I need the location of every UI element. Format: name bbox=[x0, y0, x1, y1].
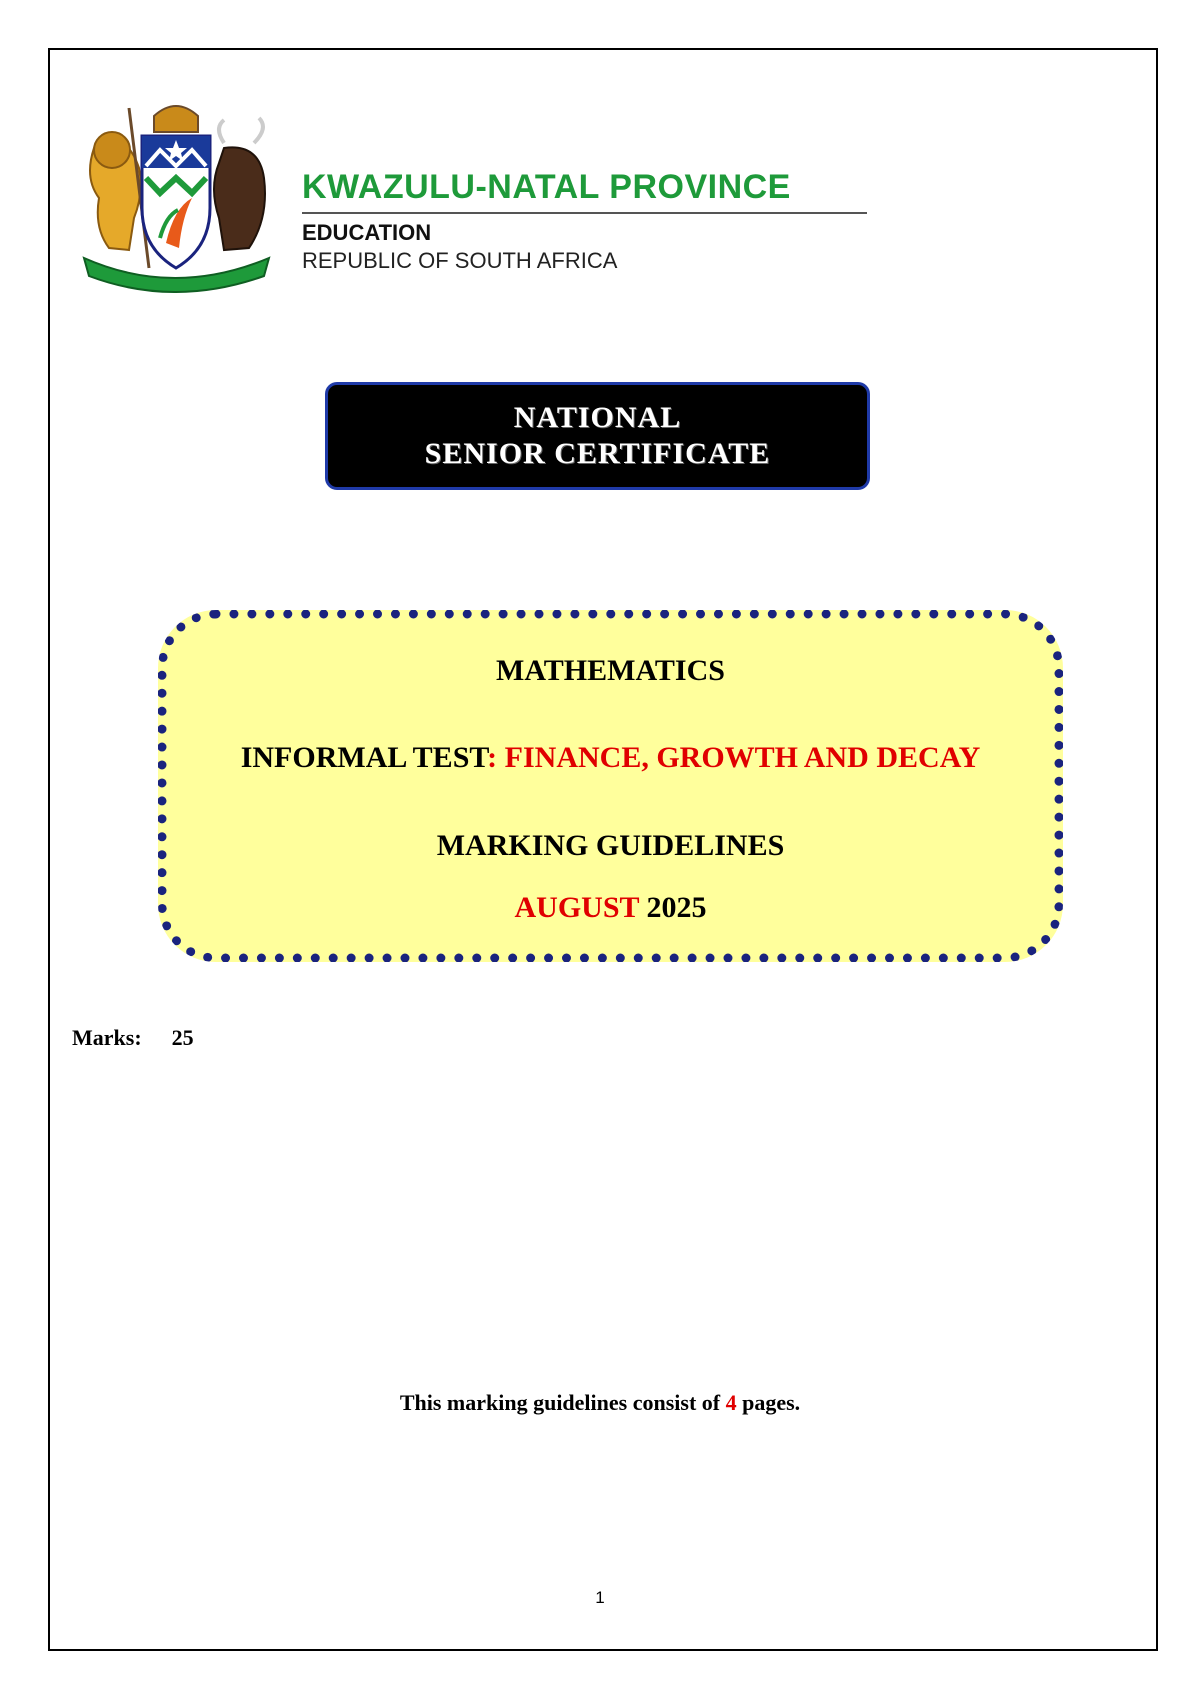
department-name: EDUCATION bbox=[302, 220, 432, 245]
page-number: 1 bbox=[595, 1588, 605, 1607]
document-type: MARKING GUIDELINES bbox=[436, 829, 785, 862]
page-count-value: 4 bbox=[725, 1390, 737, 1415]
test-label: INFORMAL TEST bbox=[240, 741, 488, 774]
exam-date bbox=[167, 891, 1054, 925]
header-divider bbox=[302, 212, 867, 214]
page-count-prefix: This marking guidelines consist of bbox=[399, 1390, 721, 1415]
page-count-note bbox=[0, 1390, 1200, 1416]
coat-of-arms-icon bbox=[74, 98, 279, 293]
marks-label: Marks: bbox=[72, 1025, 142, 1050]
page-count-suffix: pages. bbox=[742, 1390, 801, 1415]
test-title bbox=[167, 741, 1054, 775]
test-topic: : FINANCE, GROWTH AND DECAY bbox=[487, 741, 981, 774]
province-name: KWAZULU-NATAL PROVINCE bbox=[302, 168, 791, 206]
marks-line bbox=[72, 1025, 194, 1051]
country-name: REPUBLIC OF SOUTH AFRICA bbox=[302, 248, 618, 273]
subject-title: MATHEMATICS bbox=[496, 654, 725, 687]
exam-year: 2025 bbox=[646, 891, 707, 924]
subject-box bbox=[158, 610, 1063, 962]
certificate-banner bbox=[325, 382, 870, 490]
certificate-line-1: NATIONAL bbox=[513, 401, 682, 434]
certificate-line-2: SENIOR CERTIFICATE bbox=[424, 437, 771, 470]
exam-month: AUGUST bbox=[514, 891, 639, 924]
marks-value: 25 bbox=[171, 1025, 194, 1050]
